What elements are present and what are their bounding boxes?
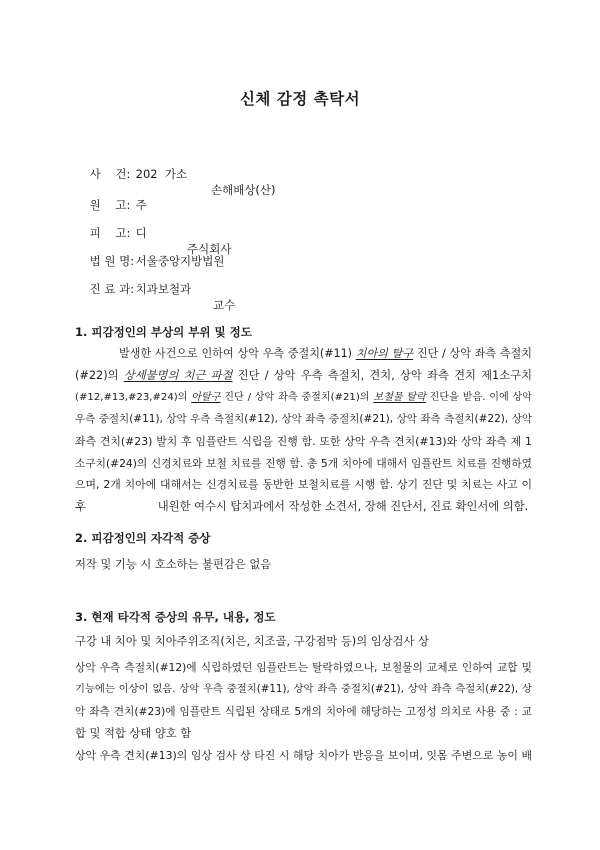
emphasis-run: 보철물 탈락 bbox=[373, 391, 426, 403]
section3-line: 기능에는 이상이 없음. 상악 우측 중절치(#11), 상악 좌측 중절치(#21), 상악 좌측 측절치(#22), 상 bbox=[75, 682, 532, 695]
section3-line: 악 좌측 견치(#23)에 임플란트 식립된 상태로 5개의 치아에 해당하는 고정성 의치로 사용 중 : 교 bbox=[75, 704, 532, 718]
section1-line bbox=[75, 387, 532, 409]
department-row bbox=[75, 267, 236, 325]
section1-body bbox=[75, 343, 532, 518]
section1-line: 좌측 견치(#23) 발치 후 임플란트 식립을 진행 함. 또한 상악 우측 견치(#13)와 상악 좌측 제 1 bbox=[75, 434, 532, 448]
document-title: 신체 감정 촉탁서 bbox=[239, 90, 361, 108]
department-value: 치과보철과 bbox=[135, 282, 192, 296]
section1-line: 우측 중절치(#11), 상악 우측 측절치(#12), 상악 좌측 중절치(#21), 상악 좌측 측절치(#22), 상악 bbox=[75, 412, 532, 425]
section1-line: 소구치(#24)의 신경치료와 보철 치료를 진행 함. 총 5개 치아에 대해서 임플란트 치료를 진행하였 bbox=[75, 456, 532, 470]
case-value: 202 가소 bbox=[135, 167, 188, 181]
section2-text: 저작 및 기능 시 호소하는 불편감은 없음 bbox=[75, 558, 272, 571]
text-run: 내원한 여수시 탑치과에서 작성한 소견서, 장해 진단서, 진료 확인서에 의함. bbox=[157, 500, 529, 514]
text-run: 후 bbox=[75, 500, 86, 514]
section1-line bbox=[75, 496, 532, 518]
section3-paragraph-1 bbox=[75, 657, 532, 745]
section3-intro: 구강 내 치아 및 치아주위조직(치은, 치조골, 구강점막 등)의 임상검사 상 bbox=[75, 635, 429, 648]
blank-gap bbox=[86, 500, 158, 513]
section1-line: 으며, 2개 치아에 대해서는 신경치료를 동반한 보철치료를 시행 함. 상기 진단 및 치료는 사고 이 bbox=[75, 478, 532, 492]
court-value: 서울중앙지방법원 bbox=[135, 254, 225, 268]
text-run: 발생한 사건으로 인하여 상악 우측 중절치(#11) bbox=[119, 347, 356, 360]
emphasis-run: 상세불명의 치근 파절 bbox=[123, 368, 233, 382]
case-label: 사 건: bbox=[89, 167, 131, 181]
emphasis-run: 치아의 탈구 bbox=[355, 347, 414, 360]
section3-line: 상악 우측 측절치(#12)에 식립하였던 임플란트는 탈락하였으나, 보철물의 교체로 인하여 교합 및 bbox=[75, 661, 532, 674]
text-run: (#22)의 bbox=[75, 368, 124, 382]
plaintiff-value: 주 bbox=[135, 198, 147, 212]
text-run: 진단 / 상악 좌측 측절치 bbox=[413, 347, 532, 360]
text-run: 진단을 받음. 이에 상악 bbox=[425, 391, 532, 403]
section3-heading: 3. 현재 타각적 증상의 유무, 내용, 정도 bbox=[75, 610, 276, 624]
department-label: 진 료 과: bbox=[89, 282, 135, 296]
text-run: (#12,#13,#23,#24)의 bbox=[75, 391, 192, 403]
section3-paragraph-2 bbox=[75, 745, 532, 767]
section1-line bbox=[75, 365, 532, 387]
defendant-value: 디 bbox=[135, 226, 147, 240]
section3-line: 합 및 적합 상태 양호 함 bbox=[75, 726, 192, 740]
department-extra: 교수 bbox=[213, 298, 236, 312]
emphasis-run: 아탈구 bbox=[191, 391, 221, 403]
defendant-extra: 주식회사 bbox=[187, 242, 232, 256]
section2-heading: 2. 피감정인의 자각적 증상 bbox=[75, 531, 211, 545]
section1-line bbox=[75, 343, 532, 365]
text-run: 진단 / 상악 우측 측절치, 견치, 상악 좌측 견치 제1소구치 bbox=[232, 368, 532, 382]
court-label: 법 원 명: bbox=[89, 254, 135, 268]
section1-heading: 1. 피감정인의 부상의 부위 및 정도 bbox=[75, 325, 252, 339]
section3-line: 상악 우측 견치(#13)의 임상 검사 상 타진 시 해당 치아가 반응을 보이며, 잇몸 주변으로 농이 배 bbox=[75, 749, 532, 762]
defendant-label: 피 고: bbox=[89, 226, 131, 240]
case-extra: 손해배상(산) bbox=[211, 183, 276, 197]
text-run: 진단 / 상악 좌측 중절치(#21)의 bbox=[220, 391, 374, 403]
plaintiff-label: 원 고: bbox=[89, 198, 131, 212]
